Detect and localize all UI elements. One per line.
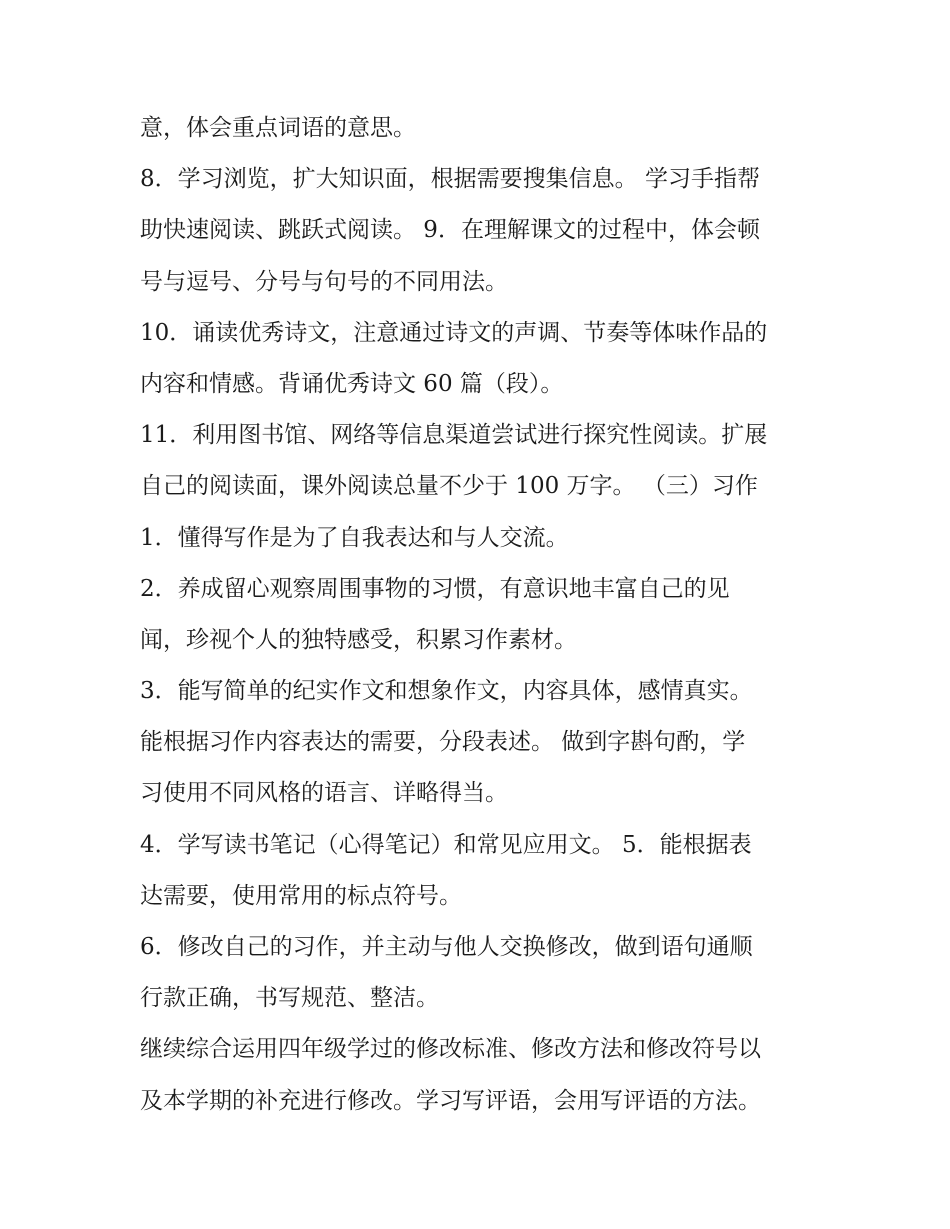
text-line: 内容和情感。背诵优秀诗文 60 篇（段）。 <box>140 370 564 397</box>
text-line: 4．学写读书笔记（心得笔记）和常见应用文。 5．能根据表 <box>140 831 752 858</box>
text-line: 达需要，使用常用的标点符号。 <box>140 882 462 909</box>
text-line: 3．能写简单的纪实作文和想象作文，内容具体，感情真实。 <box>140 678 753 705</box>
text-line: 自己的阅读面，课外阅读总量不少于 100 万字。 （三）习作 <box>140 473 758 500</box>
text-line: 行款正确，书写规范、整洁。 <box>140 985 439 1012</box>
text-line: 2．养成留心观察周围事物的习惯，有意识地丰富自己的见 <box>140 575 730 602</box>
text-line: 继续综合运用四年级学过的修改标准、修改方法和修改符号以 <box>140 1036 761 1063</box>
text-line: 助快速阅读、跳跃式阅读。 9．在理解课文的过程中，体会顿 <box>140 217 760 244</box>
text-line: 11．利用图书馆、网络等信息渠道尝试进行探究性阅读。扩展 <box>140 422 768 449</box>
text-line: 8．学习浏览，扩大知识面，根据需要搜集信息。 学习手指帮 <box>140 166 760 193</box>
text-line: 及本学期的补充进行修改。学习写评语，会用写评语的方法。 <box>140 1087 761 1114</box>
text-line: 习使用不同风格的语言、详略得当。 <box>140 780 508 807</box>
text-line: 闻，珍视个人的独特感受，积累习作素材。 <box>140 626 577 653</box>
text-line: 号与逗号、分号与句号的不同用法。 <box>140 268 508 295</box>
text-line: 意，体会重点词语的意思。 <box>140 115 416 141</box>
text-line: 6．修改自己的习作，并主动与他人交换修改，做到语句通顺 <box>140 934 753 960</box>
text-line: 能根据习作内容表达的需要，分段表述。 做到字斟句酌，学 <box>140 729 746 756</box>
document-body <box>140 103 830 1127</box>
text-line: 1．懂得写作是为了自我表达和与人交流。 <box>140 524 569 551</box>
text-line: 10．诵读优秀诗文，注意通过诗文的声调、节奏等体味作品的 <box>140 319 768 346</box>
